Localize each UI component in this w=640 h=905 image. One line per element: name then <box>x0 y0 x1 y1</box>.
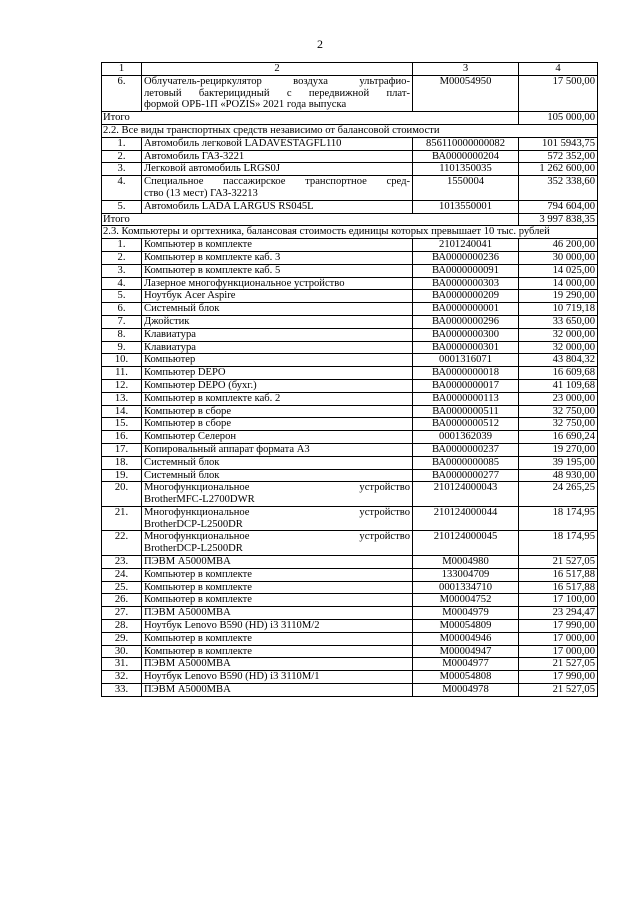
table-row <box>102 341 598 354</box>
table-row <box>102 264 598 277</box>
row-number: 5. <box>102 290 142 303</box>
row-number: 18. <box>102 456 142 469</box>
row-number: 4. <box>102 176 142 201</box>
row-number: 12. <box>102 379 142 392</box>
inventory-number: M00054808 <box>413 671 519 684</box>
table-row <box>102 176 598 201</box>
item-value: 32 750,00 <box>519 405 598 418</box>
item-value: 18 174,95 <box>519 531 598 556</box>
inventory-number: ВА0000000512 <box>413 418 519 431</box>
item-value: 21 527,05 <box>519 684 598 697</box>
item-value: 1 262 600,00 <box>519 163 598 176</box>
item-value: 46 200,00 <box>519 239 598 252</box>
row-number: 13. <box>102 392 142 405</box>
row-number: 8. <box>102 328 142 341</box>
item-value: 33 650,00 <box>519 315 598 328</box>
inventory-number: ВА0000000085 <box>413 456 519 469</box>
item-name: Лазерное многофункциональное устройство <box>142 277 413 290</box>
item-name-line: BrotherDCP-L2500DR <box>144 518 243 530</box>
item-name: Легковой автомобиль LRGS0J <box>142 163 413 176</box>
property-table-body <box>102 63 598 697</box>
item-name-line: Многофункциональное устройство <box>144 506 410 518</box>
inventory-number: 2101240041 <box>413 239 519 252</box>
table-row <box>102 150 598 163</box>
row-number: 26. <box>102 594 142 607</box>
table-row <box>102 418 598 431</box>
inventory-number: M00054809 <box>413 620 519 633</box>
inventory-number: M00004947 <box>413 645 519 658</box>
row-number: 33. <box>102 684 142 697</box>
total-row <box>102 112 598 125</box>
item-name: ПЭВМ A5000MBA <box>142 658 413 671</box>
item-name: Компьютер в комплекте каб. 5 <box>142 264 413 277</box>
row-number: 11. <box>102 367 142 380</box>
item-name: Джойстик <box>142 315 413 328</box>
item-name: Компьютер в комплекте <box>142 645 413 658</box>
item-value: 17 990,00 <box>519 620 598 633</box>
table-row <box>102 469 598 482</box>
item-value: 14 000,00 <box>519 277 598 290</box>
page-number: 2 <box>317 37 323 51</box>
inventory-number: ВА0000000017 <box>413 379 519 392</box>
inventory-number: 210124000044 <box>413 506 519 531</box>
item-name <box>142 176 413 201</box>
item-name <box>142 482 413 507</box>
item-name: Компьютер Селерон <box>142 431 413 444</box>
item-name: Компьютер в комплекте <box>142 581 413 594</box>
header-row <box>102 63 598 76</box>
item-name: Ноутбук Acer Aspire <box>142 290 413 303</box>
row-number: 10. <box>102 354 142 367</box>
table-row <box>102 367 598 380</box>
row-number: 21. <box>102 506 142 531</box>
row-number: 15. <box>102 418 142 431</box>
item-name: Компьютер в комплекте <box>142 632 413 645</box>
item-value: 23 000,00 <box>519 392 598 405</box>
header-col-2: 2 <box>142 63 413 76</box>
table-row <box>102 315 598 328</box>
table-row <box>102 607 598 620</box>
inventory-number: M0004979 <box>413 607 519 620</box>
row-number: 32. <box>102 671 142 684</box>
row-number: 6. <box>102 303 142 316</box>
table-row <box>102 658 598 671</box>
table-row <box>102 354 598 367</box>
item-name: Системный блок <box>142 456 413 469</box>
row-number: 23. <box>102 556 142 569</box>
table-row <box>102 277 598 290</box>
row-number: 16. <box>102 431 142 444</box>
row-number: 27. <box>102 607 142 620</box>
item-name: Копировальный аппарат формата А3 <box>142 443 413 456</box>
item-name-line: Многофункциональное устройство <box>144 531 410 543</box>
item-value: 16 690,24 <box>519 431 598 444</box>
inventory-number: ВА0000000204 <box>413 150 519 163</box>
item-value: 43 804,32 <box>519 354 598 367</box>
item-value: 101 5943,75 <box>519 137 598 150</box>
header-col-1: 1 <box>102 63 142 76</box>
item-name: Компьютер в комплекте <box>142 594 413 607</box>
inventory-number: ВА0000000113 <box>413 392 519 405</box>
table-row <box>102 251 598 264</box>
inventory-number: ВА0000000001 <box>413 303 519 316</box>
table-row <box>102 75 598 111</box>
row-number: 25. <box>102 581 142 594</box>
row-number: 31. <box>102 658 142 671</box>
item-value: 17 000,00 <box>519 645 598 658</box>
inventory-number: 0001316071 <box>413 354 519 367</box>
item-name-line: BrotherMFC-L2700DWR <box>144 494 255 506</box>
item-value: 39 195,00 <box>519 456 598 469</box>
item-value: 24 265,25 <box>519 482 598 507</box>
row-number: 22. <box>102 531 142 556</box>
item-name: Компьютер в комплекте <box>142 239 413 252</box>
table-row <box>102 405 598 418</box>
row-number: 29. <box>102 632 142 645</box>
table-row <box>102 456 598 469</box>
item-value: 32 000,00 <box>519 328 598 341</box>
row-number: 2. <box>102 150 142 163</box>
item-name-line: ство (13 мест) ГАЗ-32213 <box>144 187 258 199</box>
inventory-number: M0004977 <box>413 658 519 671</box>
item-name <box>142 506 413 531</box>
item-value: 352 338,60 <box>519 176 598 201</box>
row-number: 7. <box>102 315 142 328</box>
table-row <box>102 290 598 303</box>
inventory-number: ВА0000000301 <box>413 341 519 354</box>
inventory-number: 0001362039 <box>413 431 519 444</box>
total-row <box>102 213 598 226</box>
item-name: Компьютер в комплекте каб. 3 <box>142 251 413 264</box>
item-name: Компьютер DEPO (бухг.) <box>142 379 413 392</box>
row-number: 4. <box>102 277 142 290</box>
table-row <box>102 392 598 405</box>
property-table <box>101 62 598 697</box>
inventory-number: ВА0000000018 <box>413 367 519 380</box>
item-name: Ноутбук Lenovo B590 (HD) i3 3110M/2 <box>142 620 413 633</box>
item-name: Автомобиль легковой LADAVESTAGFL110 <box>142 137 413 150</box>
row-number: 24. <box>102 568 142 581</box>
item-name: Клавиатура <box>142 328 413 341</box>
inventory-number: 210124000043 <box>413 482 519 507</box>
table-row <box>102 200 598 213</box>
section-row <box>102 226 598 239</box>
row-number: 14. <box>102 405 142 418</box>
table-row <box>102 568 598 581</box>
inventory-number: M00004946 <box>413 632 519 645</box>
row-number: 20. <box>102 482 142 507</box>
table-row <box>102 645 598 658</box>
table-row <box>102 531 598 556</box>
inventory-number: M0004978 <box>413 684 519 697</box>
item-value: 17 990,00 <box>519 671 598 684</box>
row-number: 3. <box>102 264 142 277</box>
item-value: 572 352,00 <box>519 150 598 163</box>
table-row <box>102 556 598 569</box>
table-row <box>102 632 598 645</box>
item-name-line: BrotherDCP-L2500DR <box>144 543 243 555</box>
total-label: Итого <box>102 112 519 125</box>
item-value: 48 930,00 <box>519 469 598 482</box>
item-name: ПЭВМ A5000MBA <box>142 684 413 697</box>
table-row <box>102 671 598 684</box>
header-col-3: 3 <box>413 63 519 76</box>
table-row <box>102 482 598 507</box>
item-name: Ноутбук Lenovo B590 (HD) i3 3110M/1 <box>142 671 413 684</box>
item-name <box>142 75 413 111</box>
item-name-line: Специальное пассажирское транспортное сред- <box>144 176 410 188</box>
item-value: 10 719,18 <box>519 303 598 316</box>
item-name: Компьютер <box>142 354 413 367</box>
row-number: 1. <box>102 239 142 252</box>
item-value: 17 100,00 <box>519 594 598 607</box>
item-name: Компьютер в комплекте каб. 2 <box>142 392 413 405</box>
table-row <box>102 163 598 176</box>
item-name: Компьютер в сборе <box>142 405 413 418</box>
inventory-number: 856110000000082 <box>413 137 519 150</box>
item-name: Компьютер в сборе <box>142 418 413 431</box>
item-value: 23 294,47 <box>519 607 598 620</box>
item-value: 21 527,05 <box>519 556 598 569</box>
section-title: 2.2. Все виды транспортных средств независимо от балансовой стоимости <box>102 124 598 137</box>
inventory-number: 210124000045 <box>413 531 519 556</box>
item-value: 794 604,00 <box>519 200 598 213</box>
table-row <box>102 506 598 531</box>
table-row <box>102 379 598 392</box>
table-row <box>102 239 598 252</box>
item-value: 41 109,68 <box>519 379 598 392</box>
row-number: 6. <box>102 75 142 111</box>
inventory-number: ВА0000000236 <box>413 251 519 264</box>
item-name: Компьютер DEPO <box>142 367 413 380</box>
inventory-number: ВА0000000209 <box>413 290 519 303</box>
item-value: 19 290,00 <box>519 290 598 303</box>
item-name-line: Многофункциональное устройство <box>144 482 410 494</box>
item-value: 17 500,00 <box>519 75 598 111</box>
item-name: ПЭВМ A5000MBA <box>142 556 413 569</box>
row-number: 3. <box>102 163 142 176</box>
item-value: 32 000,00 <box>519 341 598 354</box>
total-label: Итого <box>102 213 519 226</box>
inventory-number: ВА0000000091 <box>413 264 519 277</box>
row-number: 9. <box>102 341 142 354</box>
row-number: 19. <box>102 469 142 482</box>
inventory-number: 1101350035 <box>413 163 519 176</box>
table-row <box>102 581 598 594</box>
table-row <box>102 620 598 633</box>
inventory-number: M00004752 <box>413 594 519 607</box>
total-value: 3 997 838,35 <box>519 213 598 226</box>
inventory-number: 0001334710 <box>413 581 519 594</box>
inventory-number: ВА0000000511 <box>413 405 519 418</box>
item-name: Системный блок <box>142 469 413 482</box>
item-name: Клавиатура <box>142 341 413 354</box>
inventory-number: ВА0000000277 <box>413 469 519 482</box>
inventory-number: 1550004 <box>413 176 519 201</box>
item-value: 21 527,05 <box>519 658 598 671</box>
item-value: 16 517,88 <box>519 581 598 594</box>
item-name-line: формой ОРБ-1П «POZIS» 2021 года выпуска <box>144 99 347 111</box>
row-number: 2. <box>102 251 142 264</box>
item-name-line: Облучатель-рециркулятор воздуха ультрафио- <box>144 75 410 87</box>
item-value: 19 270,00 <box>519 443 598 456</box>
item-value: 16 517,88 <box>519 568 598 581</box>
table-row <box>102 328 598 341</box>
section-title: 2.3. Компьютеры и оргтехника, балансовая стоимость единицы которых превышает 10 тыс. рублей <box>102 226 598 239</box>
table-row <box>102 137 598 150</box>
total-value: 105 000,00 <box>519 112 598 125</box>
item-value: 17 000,00 <box>519 632 598 645</box>
table-row <box>102 431 598 444</box>
item-name: ПЭВМ A5000MBA <box>142 607 413 620</box>
item-value: 14 025,00 <box>519 264 598 277</box>
item-name <box>142 531 413 556</box>
row-number: 17. <box>102 443 142 456</box>
inventory-number: 133004709 <box>413 568 519 581</box>
item-name: Системный блок <box>142 303 413 316</box>
table-row <box>102 443 598 456</box>
row-number: 30. <box>102 645 142 658</box>
row-number: 5. <box>102 200 142 213</box>
table-row <box>102 684 598 697</box>
item-name: Автомобиль LADA LARGUS RS045L <box>142 200 413 213</box>
inventory-number: ВА0000000300 <box>413 328 519 341</box>
header-col-4: 4 <box>519 63 598 76</box>
inventory-number: ВА0000000303 <box>413 277 519 290</box>
item-value: 32 750,00 <box>519 418 598 431</box>
table-row <box>102 303 598 316</box>
item-value: 30 000,00 <box>519 251 598 264</box>
item-value: 16 609,68 <box>519 367 598 380</box>
item-name: Компьютер в комплекте <box>142 568 413 581</box>
table-row <box>102 594 598 607</box>
inventory-number: 1013550001 <box>413 200 519 213</box>
row-number: 28. <box>102 620 142 633</box>
inventory-number: ВА0000000237 <box>413 443 519 456</box>
item-name-line: летовый бактерицидный с передвижной плат- <box>144 87 410 99</box>
item-name: Автомобиль ГАЗ-3221 <box>142 150 413 163</box>
item-value: 18 174,95 <box>519 506 598 531</box>
section-row <box>102 124 598 137</box>
inventory-number: M00054950 <box>413 75 519 111</box>
row-number: 1. <box>102 137 142 150</box>
inventory-number: M0004980 <box>413 556 519 569</box>
inventory-number: ВА0000000296 <box>413 315 519 328</box>
